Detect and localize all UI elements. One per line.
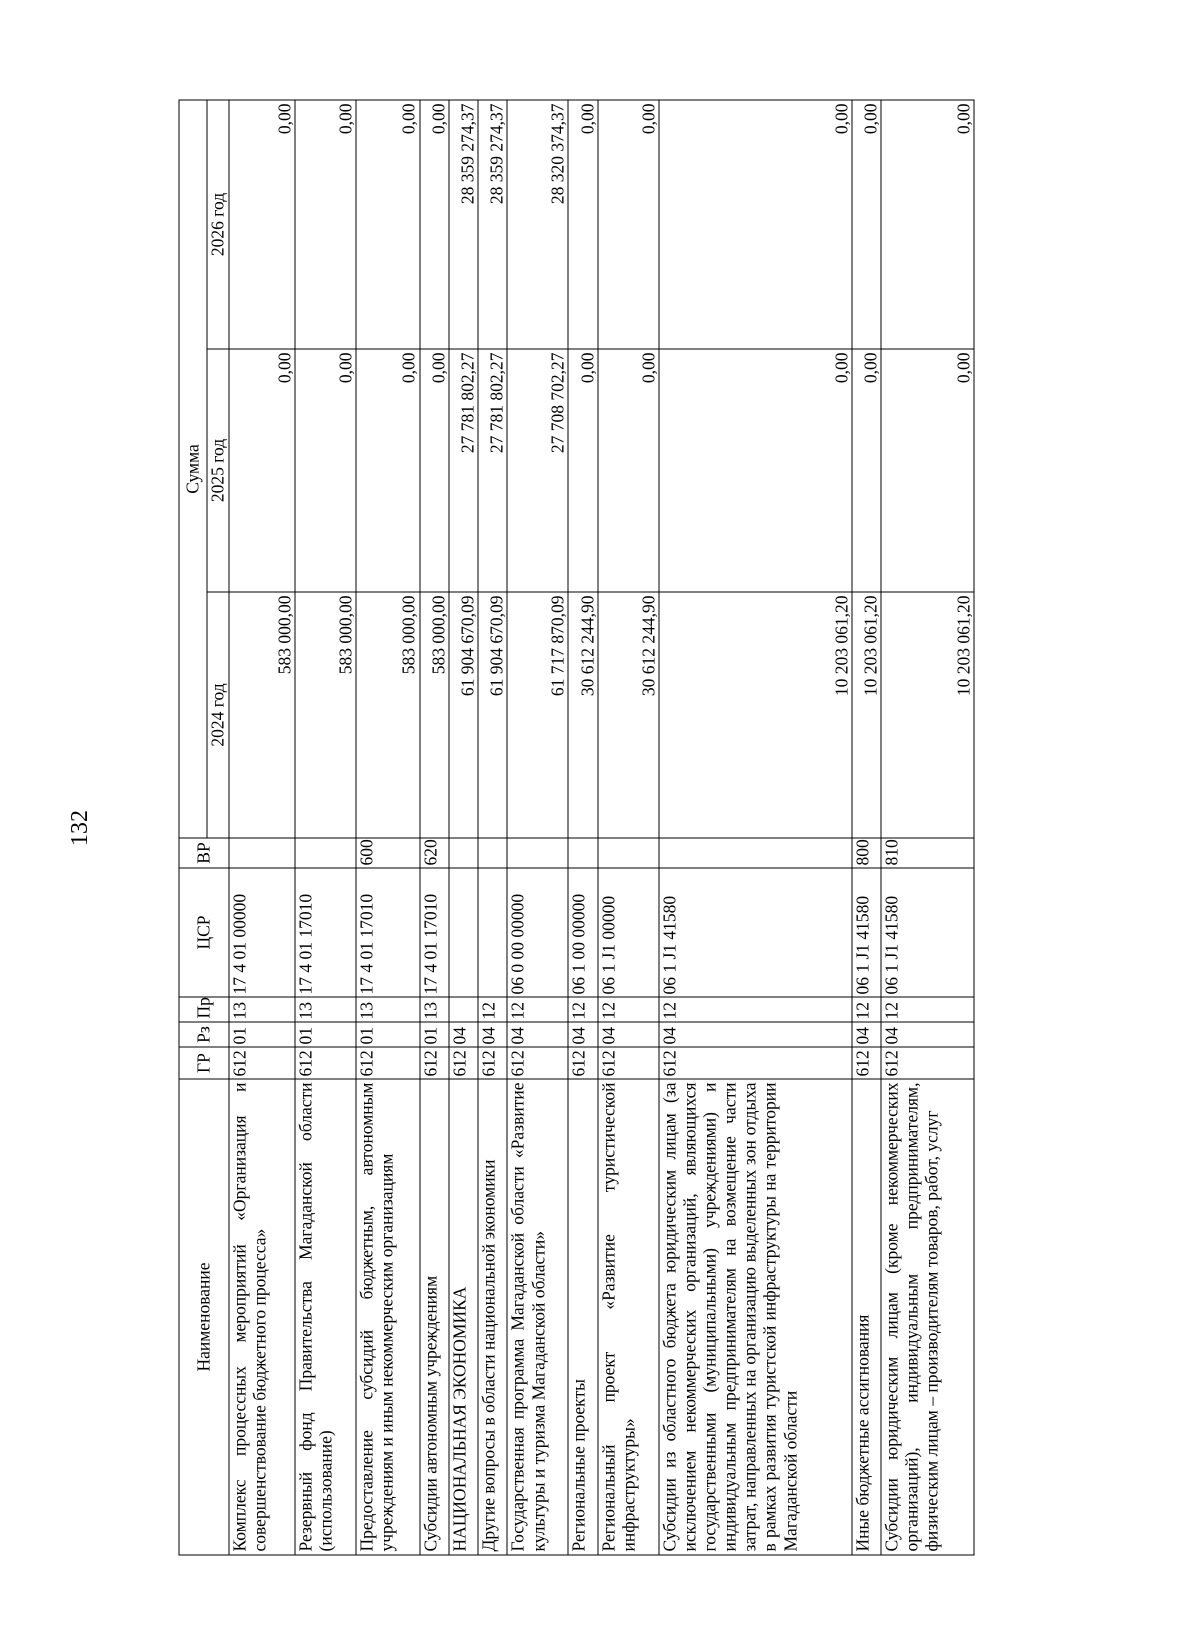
row-vr: 800 bbox=[851, 838, 880, 868]
row-pr: 12 bbox=[658, 997, 851, 1022]
row-sum-2026: 0,00 bbox=[597, 100, 658, 349]
row-sum-2025: 0,00 bbox=[597, 349, 658, 592]
row-name: Региональные проекты bbox=[568, 1079, 597, 1555]
header-row bbox=[179, 100, 207, 1555]
row-rz: 01 bbox=[356, 1022, 420, 1047]
row-gr: 612 bbox=[568, 1047, 597, 1079]
row-rz: 04 bbox=[448, 1022, 477, 1047]
row-gr: 612 bbox=[881, 1047, 974, 1079]
row-rz: 04 bbox=[478, 1022, 507, 1047]
row-sum-2025: 0,00 bbox=[851, 349, 880, 592]
row-sum-2026: 0,00 bbox=[658, 100, 851, 349]
row-name: Региональный проект «Развитие туристической инфраструктуры» bbox=[597, 1079, 658, 1555]
row-gr: 612 bbox=[851, 1047, 880, 1079]
budget-table bbox=[178, 99, 974, 1555]
row-sum-2026: 0,00 bbox=[881, 100, 974, 349]
row-pr: 13 bbox=[356, 997, 420, 1022]
row-rz: 01 bbox=[229, 1022, 295, 1047]
table-row bbox=[478, 100, 507, 1555]
row-pr: 12 bbox=[507, 997, 568, 1022]
header-vr: ВР bbox=[179, 838, 229, 868]
table-row bbox=[229, 100, 295, 1555]
row-pr: 12 bbox=[568, 997, 597, 1022]
row-pr: 13 bbox=[419, 997, 448, 1022]
row-name: Иные бюджетные ассигнования bbox=[851, 1079, 880, 1555]
row-sum-2024: 10 203 061,20 bbox=[658, 592, 851, 838]
row-gr: 612 bbox=[478, 1047, 507, 1079]
row-sum-2025: 0,00 bbox=[229, 349, 295, 592]
row-pr: 12 bbox=[851, 997, 880, 1022]
row-rz: 04 bbox=[658, 1022, 851, 1047]
row-sum-2026: 28 359 274,37 bbox=[448, 100, 477, 349]
row-vr: 810 bbox=[881, 838, 974, 868]
row-sum-2024: 583 000,00 bbox=[356, 592, 420, 838]
header-rz: Рз bbox=[179, 1022, 229, 1047]
row-vr bbox=[448, 838, 477, 868]
row-sum-2025: 0,00 bbox=[568, 349, 597, 592]
row-rz: 04 bbox=[881, 1022, 974, 1047]
row-gr: 612 bbox=[294, 1047, 355, 1079]
header-2025: 2025 год bbox=[207, 349, 229, 592]
row-csr: 06 1 J1 41580 bbox=[881, 868, 974, 997]
row-pr: 13 bbox=[294, 997, 355, 1022]
row-name: Государственная программа Магаданской области «Развитие культуры и туризма Магаданской области» bbox=[507, 1079, 568, 1555]
row-name: Субсидии юридическим лицам (кроме некоммерческих организаций), индивидуальным предпринимателям, физическим лицам – производителям товаров, работ, услуг bbox=[881, 1079, 974, 1555]
row-csr bbox=[478, 868, 507, 997]
row-vr bbox=[658, 838, 851, 868]
row-csr: 06 1 J1 41580 bbox=[851, 868, 880, 997]
row-name: Субсидии из областного бюджета юридическим лицам (за исключением некоммерческих организаций, являющихся государственными (муниципальными) учреждениями) и индивидуальным предпринимателям на возмещение части затрат, направленных на организацию выделенных зон отдыха в рамках развития туристской инфраструктуры на территории Магаданской области bbox=[658, 1079, 851, 1555]
row-sum-2024: 583 000,00 bbox=[294, 592, 355, 838]
row-sum-2024: 583 000,00 bbox=[419, 592, 448, 838]
row-sum-2025: 0,00 bbox=[658, 349, 851, 592]
table-row bbox=[294, 100, 355, 1555]
header-pr: Пр bbox=[179, 997, 229, 1022]
row-csr: 17 4 01 17010 bbox=[294, 868, 355, 997]
row-sum-2026: 28 320 374,37 bbox=[507, 100, 568, 349]
row-vr: 620 bbox=[419, 838, 448, 868]
row-sum-2026: 0,00 bbox=[568, 100, 597, 349]
row-sum-2024: 10 203 061,20 bbox=[881, 592, 974, 838]
row-gr: 612 bbox=[658, 1047, 851, 1079]
table-row bbox=[419, 100, 448, 1555]
row-sum-2026: 28 359 274,37 bbox=[478, 100, 507, 349]
row-gr: 612 bbox=[448, 1047, 477, 1079]
table-row bbox=[448, 100, 477, 1555]
row-rz: 04 bbox=[568, 1022, 597, 1047]
row-vr bbox=[568, 838, 597, 868]
row-pr: 12 bbox=[881, 997, 974, 1022]
row-sum-2025: 27 708 702,27 bbox=[507, 349, 568, 592]
row-sum-2024: 10 203 061,20 bbox=[851, 592, 880, 838]
row-gr: 612 bbox=[419, 1047, 448, 1079]
row-sum-2026: 0,00 bbox=[229, 100, 295, 349]
row-csr: 06 1 J1 00000 bbox=[597, 868, 658, 997]
row-csr: 17 4 01 17010 bbox=[419, 868, 448, 997]
row-vr: 600 bbox=[356, 838, 420, 868]
row-csr: 06 1 00 00000 bbox=[568, 868, 597, 997]
table-row bbox=[356, 100, 420, 1555]
row-sum-2024: 583 000,00 bbox=[229, 592, 295, 838]
row-gr: 612 bbox=[356, 1047, 420, 1079]
row-vr bbox=[478, 838, 507, 868]
row-sum-2024: 61 904 670,09 bbox=[478, 592, 507, 838]
header-sum: Сумма bbox=[179, 100, 207, 838]
row-sum-2024: 61 717 870,09 bbox=[507, 592, 568, 838]
row-gr: 612 bbox=[229, 1047, 295, 1079]
row-sum-2026: 0,00 bbox=[851, 100, 880, 349]
row-rz: 04 bbox=[597, 1022, 658, 1047]
table-row bbox=[568, 100, 597, 1555]
row-sum-2026: 0,00 bbox=[356, 100, 420, 349]
row-name: Другие вопросы в области национальной экономики bbox=[478, 1079, 507, 1555]
row-sum-2025: 0,00 bbox=[881, 349, 974, 592]
row-csr: 06 0 00 00000 bbox=[507, 868, 568, 997]
budget-table-rotated bbox=[178, 101, 974, 1556]
row-sum-2026: 0,00 bbox=[294, 100, 355, 349]
header-gr: ГР bbox=[179, 1047, 229, 1079]
row-sum-2026: 0,00 bbox=[419, 100, 448, 349]
header-csr: ЦСР bbox=[179, 868, 229, 997]
row-sum-2025: 0,00 bbox=[419, 349, 448, 592]
row-name: Комплекс процессных мероприятий «Организация и совершенствование бюджетного процесса» bbox=[229, 1079, 295, 1555]
row-name: Субсидии автономным учреждениям bbox=[419, 1079, 448, 1555]
row-rz: 01 bbox=[419, 1022, 448, 1047]
header-2024: 2024 год bbox=[207, 592, 229, 838]
header-name: Наименование bbox=[179, 1079, 229, 1555]
row-rz: 01 bbox=[294, 1022, 355, 1047]
row-name: Резервный фонд Правительства Магаданской области (использование) bbox=[294, 1079, 355, 1555]
row-csr: 17 4 01 17010 bbox=[356, 868, 420, 997]
row-sum-2025: 0,00 bbox=[294, 349, 355, 592]
row-sum-2024: 61 904 670,09 bbox=[448, 592, 477, 838]
row-csr: 17 4 01 00000 bbox=[229, 868, 295, 997]
row-pr: 12 bbox=[597, 997, 658, 1022]
row-gr: 612 bbox=[507, 1047, 568, 1079]
row-name: Предоставление субсидий бюджетным, автономным учреждениям и иным некоммерческим организациям bbox=[356, 1079, 420, 1555]
row-sum-2025: 0,00 bbox=[356, 349, 420, 592]
row-pr: 13 bbox=[229, 997, 295, 1022]
row-rz: 04 bbox=[507, 1022, 568, 1047]
row-vr bbox=[229, 838, 295, 868]
row-vr bbox=[294, 838, 355, 868]
row-sum-2025: 27 781 802,27 bbox=[478, 349, 507, 592]
row-vr bbox=[597, 838, 658, 868]
row-sum-2024: 30 612 244,90 bbox=[568, 592, 597, 838]
row-pr: 12 bbox=[478, 997, 507, 1022]
header-2026: 2026 год bbox=[207, 100, 229, 349]
page-number: 132 bbox=[67, 810, 93, 846]
table-row bbox=[851, 100, 880, 1555]
row-sum-2025: 27 781 802,27 bbox=[448, 349, 477, 592]
row-csr bbox=[448, 868, 477, 997]
row-sum-2024: 30 612 244,90 bbox=[597, 592, 658, 838]
table-row bbox=[881, 100, 974, 1555]
row-rz: 04 bbox=[851, 1022, 880, 1047]
row-pr bbox=[448, 997, 477, 1022]
table-row bbox=[507, 100, 568, 1555]
row-csr: 06 1 J1 41580 bbox=[658, 868, 851, 997]
row-vr bbox=[507, 838, 568, 868]
table-row bbox=[597, 100, 658, 1555]
row-name: НАЦИОНАЛЬНАЯ ЭКОНОМИКА bbox=[448, 1079, 477, 1555]
row-gr: 612 bbox=[597, 1047, 658, 1079]
table-row bbox=[658, 100, 851, 1555]
